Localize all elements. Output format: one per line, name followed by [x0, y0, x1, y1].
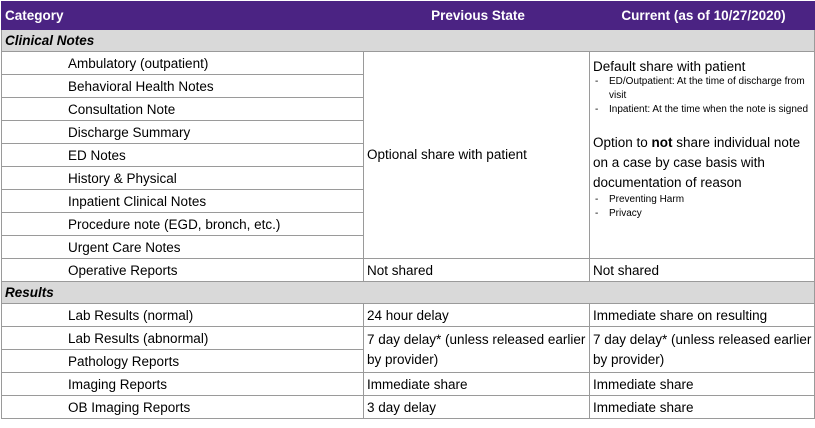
previous-state-cell [364, 52, 590, 259]
header-row [2, 2, 815, 30]
list-item: - ED/Outpatient: At the time of discharge from visit [593, 75, 814, 103]
list-item: - Inpatient: At the time when the note is signed [593, 103, 814, 117]
list-item: - Privacy [593, 207, 814, 221]
table-row [2, 52, 815, 75]
section-row-clinical-notes [2, 30, 815, 52]
current-state-cell: 7 day delay* (unless released earlier by provider) [590, 327, 815, 373]
current-option-text [593, 133, 814, 193]
table-row-lab-abnormal [2, 327, 815, 350]
current-state-cell: Immediate share [590, 396, 815, 419]
header-current-state: Current (as of 10/27/2020) [590, 2, 815, 30]
category-cell: History & Physical [2, 167, 364, 190]
category-cell: Ambulatory (outpatient) [2, 52, 364, 75]
category-cell: OB Imaging Reports [2, 396, 364, 419]
list-item: - Preventing Harm [593, 193, 814, 207]
category-cell: Procedure note (EGD, bronch, etc.) [2, 213, 364, 236]
current-state-cell: Immediate share [590, 373, 815, 396]
table-row-lab-normal [2, 304, 815, 327]
current-default-text: Default share with patient [593, 59, 746, 74]
category-cell: Urgent Care Notes [2, 236, 364, 259]
previous-state-cell: 3 day delay [364, 396, 590, 419]
category-cell: Lab Results (normal) [2, 304, 364, 327]
reason-list [593, 193, 814, 221]
table-row-imaging [2, 373, 815, 396]
header-previous-state: Previous State [364, 2, 590, 30]
option-text-bold: not [651, 135, 673, 150]
table-row-ob-imaging [2, 396, 815, 419]
category-cell: Imaging Reports [2, 373, 364, 396]
previous-state-text: Optional share with patient [367, 147, 527, 162]
section-title: Clinical Notes [2, 30, 815, 52]
option-text-pre: Option to [593, 135, 652, 150]
category-cell: Pathology Reports [2, 350, 364, 373]
category-cell: Behavioral Health Notes [2, 75, 364, 98]
category-cell: Operative Reports [2, 259, 364, 282]
option-text-post: share individual note on a case by case basis with documentation of reason [593, 135, 801, 190]
previous-state-cell: Immediate share [364, 373, 590, 396]
table-row-operative-reports [2, 259, 815, 282]
section-title: Results [2, 282, 815, 304]
current-state-cell: Immediate share on resulting [590, 304, 815, 327]
header-category: Category [2, 2, 364, 30]
category-cell: Lab Results (abnormal) [2, 327, 364, 350]
current-state-cell: Not shared [590, 259, 815, 282]
timing-list [593, 75, 814, 117]
current-state-cell [590, 52, 815, 259]
category-cell: Consultation Note [2, 98, 364, 121]
category-cell: Discharge Summary [2, 121, 364, 144]
previous-state-cell: Not shared [364, 259, 590, 282]
category-cell: ED Notes [2, 144, 364, 167]
sharing-policy-table [1, 1, 815, 419]
previous-state-cell: 7 day delay* (unless released earlier by provider) [364, 327, 590, 373]
section-row-results [2, 282, 815, 304]
previous-state-cell: 24 hour delay [364, 304, 590, 327]
category-cell: Inpatient Clinical Notes [2, 190, 364, 213]
